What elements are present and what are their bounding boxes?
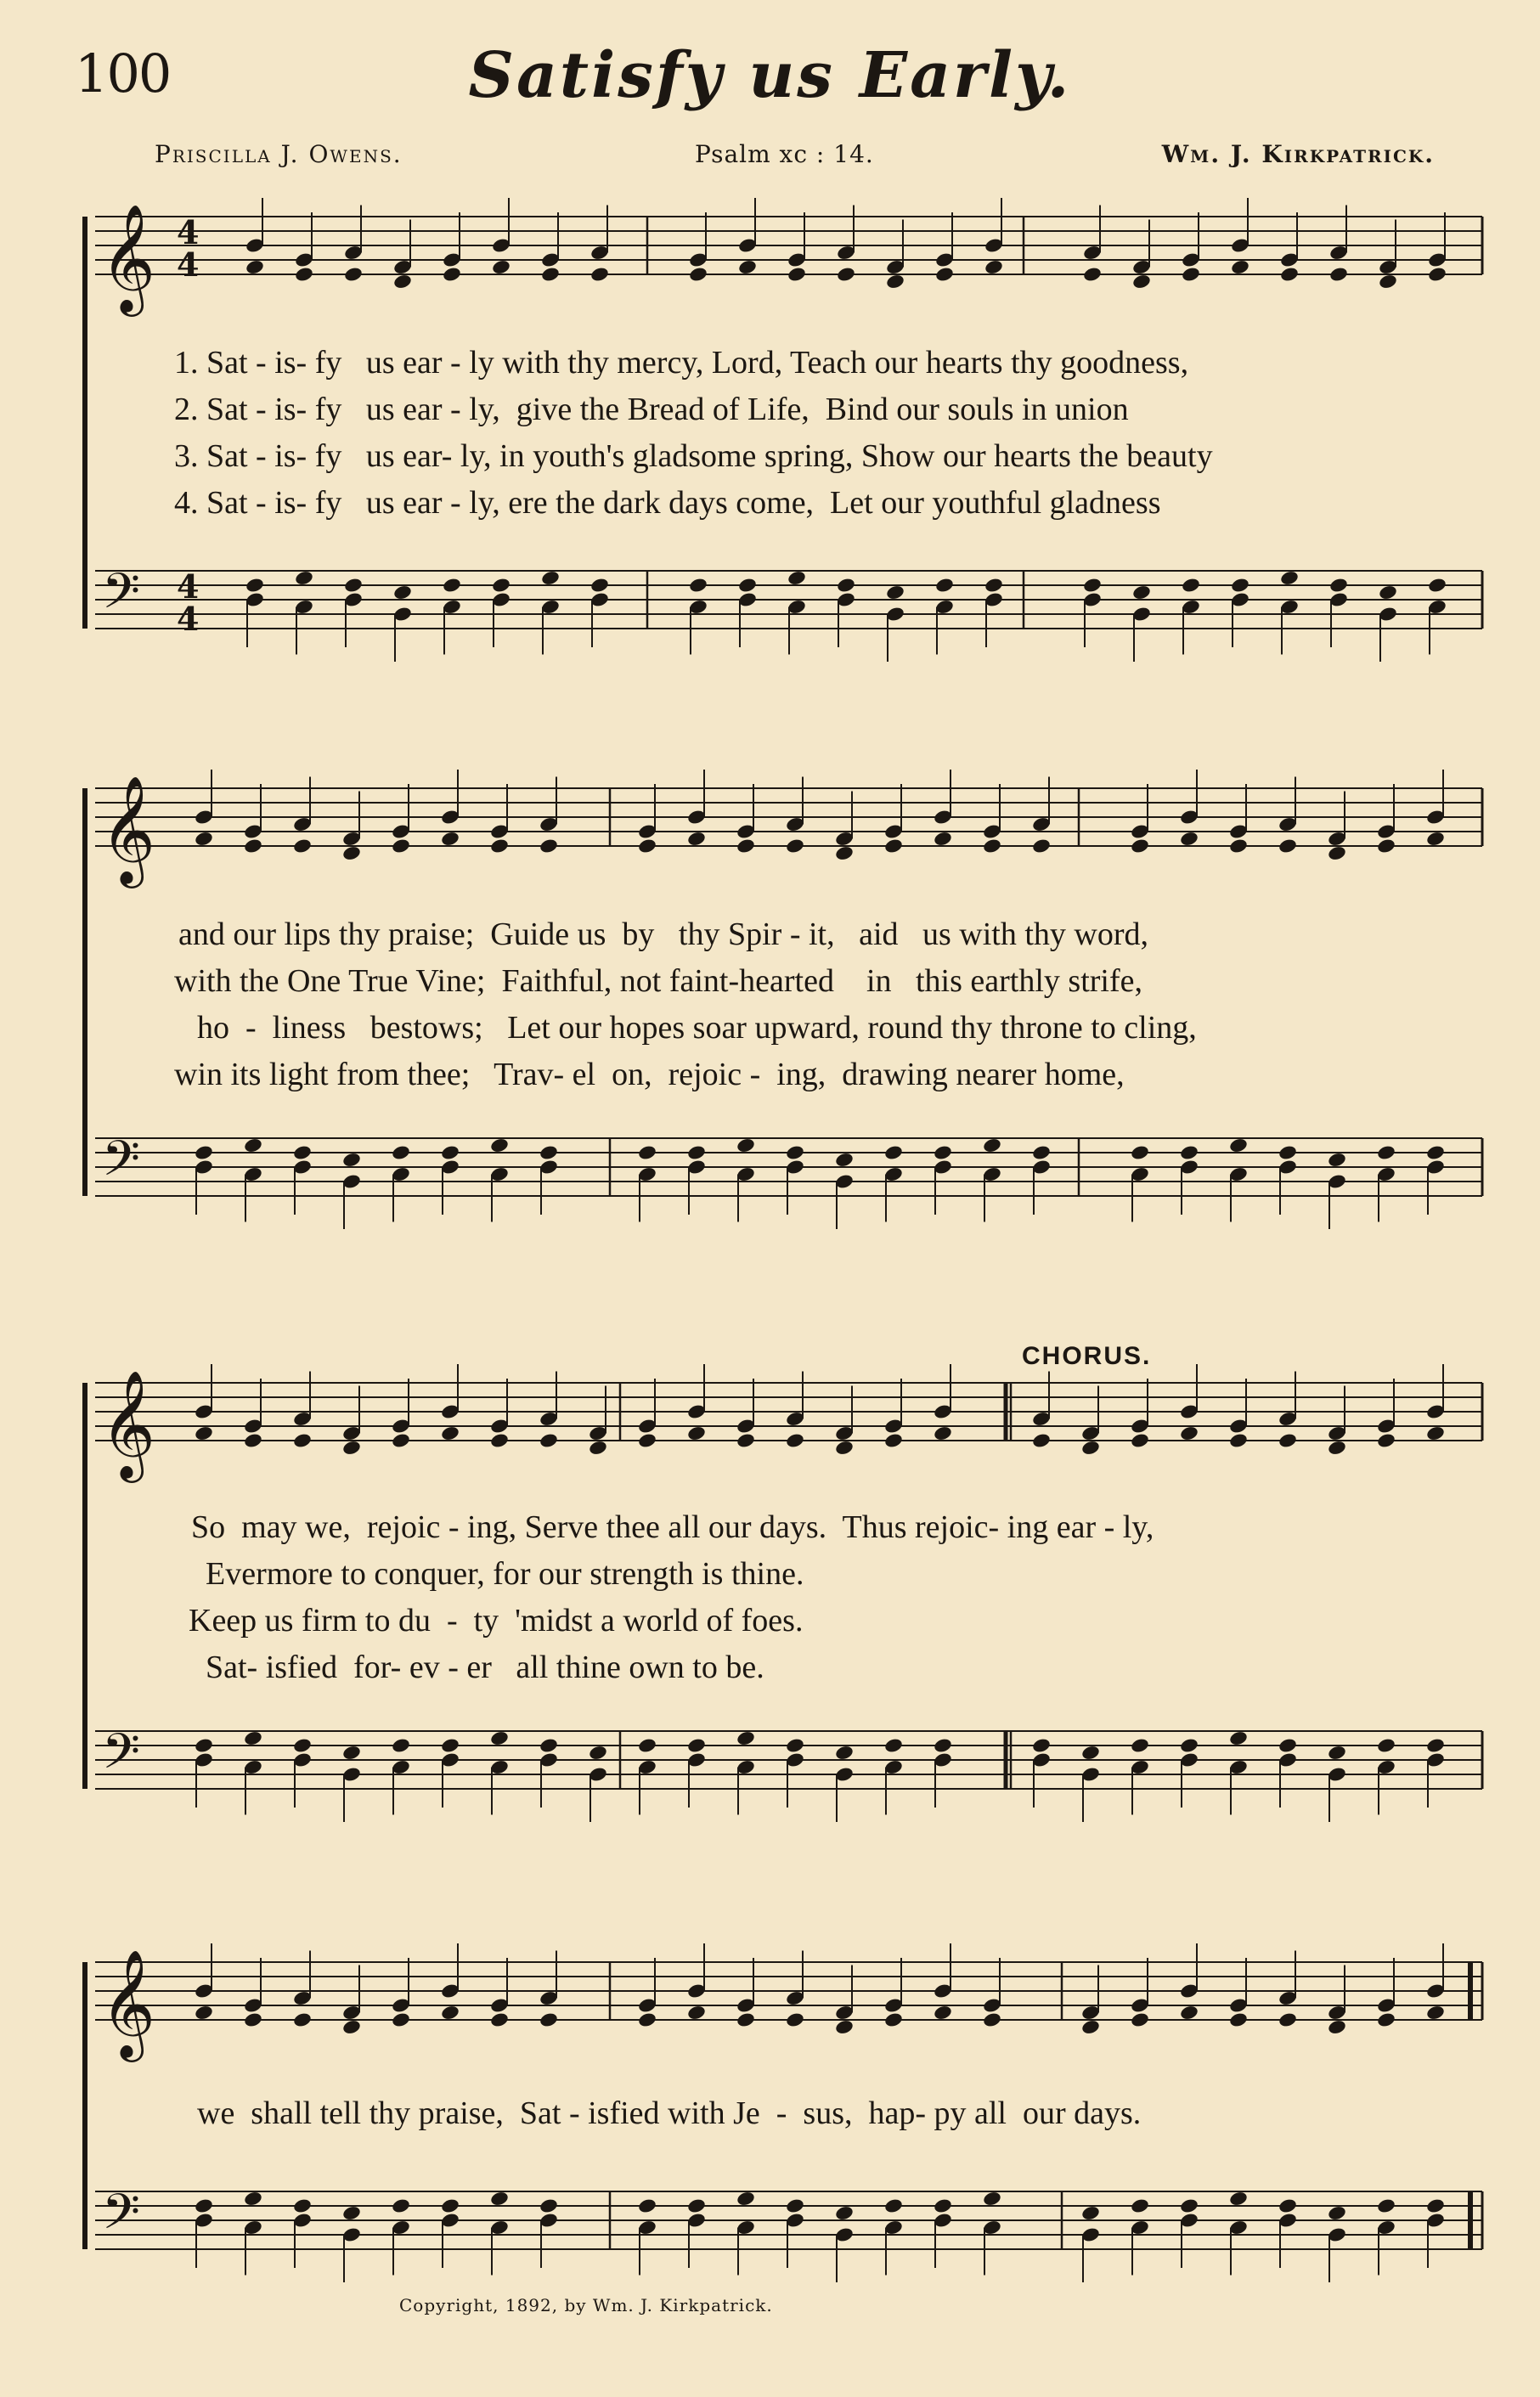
note-head bbox=[1425, 831, 1446, 848]
note-head bbox=[686, 2005, 707, 2022]
note-head bbox=[391, 2197, 411, 2214]
note-head bbox=[194, 1425, 214, 1442]
note-head bbox=[1031, 1432, 1052, 1449]
note-head bbox=[934, 577, 955, 594]
note-head bbox=[440, 2197, 460, 2214]
note-head bbox=[885, 274, 905, 290]
note-head bbox=[736, 1137, 756, 1154]
note-head bbox=[1278, 1432, 1298, 1449]
note-head bbox=[343, 577, 364, 594]
note-head bbox=[686, 2197, 707, 2214]
note-head bbox=[785, 1144, 805, 1161]
note-head bbox=[539, 1737, 559, 1754]
note-head bbox=[982, 2011, 1002, 2028]
chorus-label: CHORUS. bbox=[1022, 1342, 1152, 1370]
note-head bbox=[243, 2191, 263, 2208]
note-head bbox=[1130, 1737, 1150, 1754]
note-head bbox=[1228, 1432, 1249, 1449]
note-head bbox=[1425, 2005, 1446, 2022]
note-head bbox=[883, 2197, 904, 2214]
note-head bbox=[194, 1737, 214, 1754]
lyric-line: 4. Sat - is- fy us ear - ly, ere the dark days come, Let our youthful gladness bbox=[174, 485, 1161, 521]
note-head bbox=[883, 838, 904, 854]
note-head bbox=[836, 266, 856, 283]
credit-words-author: Priscilla J. Owens. bbox=[155, 140, 403, 168]
note-head bbox=[442, 266, 462, 283]
bass-clef: 𝄢 bbox=[102, 562, 141, 632]
note-head bbox=[243, 838, 263, 854]
note-head bbox=[686, 1425, 707, 1442]
note-head bbox=[489, 838, 510, 854]
note-head bbox=[1427, 266, 1447, 283]
lyric-line: we shall tell thy praise, Sat - isfied with Je - sus, hap- py all our days. bbox=[197, 2095, 1142, 2131]
note-head bbox=[292, 838, 313, 854]
note-head bbox=[440, 2005, 460, 2022]
note-head bbox=[341, 1440, 362, 1457]
note-head bbox=[1228, 838, 1249, 854]
treble-clef: 𝄞 bbox=[100, 1369, 156, 1478]
note-head bbox=[737, 259, 758, 276]
note-head bbox=[688, 577, 708, 594]
note-head bbox=[539, 2197, 559, 2214]
note-head bbox=[292, 1144, 313, 1161]
note-head bbox=[341, 2205, 362, 2222]
note-head bbox=[834, 2019, 855, 2036]
note-head bbox=[243, 1432, 263, 1449]
note-head bbox=[984, 259, 1004, 276]
note-head bbox=[539, 1144, 559, 1161]
note-head bbox=[1228, 2011, 1249, 2028]
note-head bbox=[787, 570, 807, 587]
note-head bbox=[245, 259, 265, 276]
note-head bbox=[883, 1144, 904, 1161]
note-head bbox=[1376, 1144, 1396, 1161]
note-head bbox=[1278, 1737, 1298, 1754]
note-head bbox=[1376, 2197, 1396, 2214]
note-head bbox=[885, 584, 905, 601]
note-head bbox=[1130, 2011, 1150, 2028]
note-head bbox=[491, 577, 511, 594]
note-head bbox=[1425, 1425, 1446, 1442]
lyric-line: Evermore to conquer, for our strength is thine. bbox=[206, 1556, 804, 1592]
note-head bbox=[243, 2011, 263, 2028]
lyric-line: and our lips thy praise; Guide us by thy Spir - it, aid us with thy word, bbox=[178, 916, 1149, 952]
lyric-line: with the One True Vine; Faithful, not faint-hearted in this earthly strife, bbox=[174, 963, 1142, 999]
note-head bbox=[637, 1144, 657, 1161]
note-head bbox=[933, 2005, 953, 2022]
note-head bbox=[1082, 577, 1103, 594]
note-head bbox=[1279, 266, 1300, 283]
note-head bbox=[1327, 2019, 1347, 2036]
lyric-line: Keep us firm to du - ty 'midst a world of foes. bbox=[189, 1603, 804, 1638]
note-head bbox=[933, 1737, 953, 1754]
note-head bbox=[1080, 1745, 1101, 1762]
note-head bbox=[540, 266, 561, 283]
note-head bbox=[341, 1745, 362, 1762]
note-head bbox=[489, 2191, 510, 2208]
note-head bbox=[440, 1144, 460, 1161]
note-head bbox=[1327, 845, 1347, 862]
note-head bbox=[1376, 838, 1396, 854]
note-head bbox=[785, 838, 805, 854]
note-head bbox=[787, 266, 807, 283]
note-head bbox=[984, 577, 1004, 594]
note-head bbox=[834, 2205, 855, 2222]
note-head bbox=[391, 838, 411, 854]
note-head bbox=[1230, 259, 1250, 276]
note-head bbox=[489, 1137, 510, 1154]
note-head bbox=[637, 1432, 657, 1449]
note-head bbox=[294, 266, 314, 283]
note-head bbox=[540, 570, 561, 587]
lyric-line: ho - liness bestows; Let our hopes soar upward, round thy throne to cling, bbox=[197, 1010, 1197, 1046]
note-head bbox=[637, 2197, 657, 2214]
note-head bbox=[1181, 577, 1201, 594]
note-head bbox=[440, 831, 460, 848]
note-head bbox=[194, 1144, 214, 1161]
note-head bbox=[1279, 570, 1300, 587]
note-head bbox=[442, 577, 462, 594]
note-head bbox=[1327, 1440, 1347, 1457]
note-head bbox=[1179, 831, 1199, 848]
note-head bbox=[834, 1152, 855, 1169]
note-head bbox=[1080, 2205, 1101, 2222]
note-head bbox=[1427, 577, 1447, 594]
note-head bbox=[1130, 838, 1150, 854]
note-head bbox=[1376, 1432, 1396, 1449]
note-head bbox=[1328, 577, 1349, 594]
note-head bbox=[588, 1440, 608, 1457]
note-head bbox=[883, 1432, 904, 1449]
page-number: 100 bbox=[75, 42, 171, 104]
note-head bbox=[1228, 2191, 1249, 2208]
note-head bbox=[539, 2011, 559, 2028]
note-head bbox=[489, 1730, 510, 1747]
note-head bbox=[933, 831, 953, 848]
note-head bbox=[1179, 1144, 1199, 1161]
note-head bbox=[933, 1425, 953, 1442]
note-head bbox=[341, 845, 362, 862]
note-head bbox=[686, 831, 707, 848]
note-head bbox=[785, 2011, 805, 2028]
note-head bbox=[836, 577, 856, 594]
note-head bbox=[1425, 1737, 1446, 1754]
note-head bbox=[392, 584, 413, 601]
treble-clef: 𝄞 bbox=[100, 775, 156, 883]
note-head bbox=[440, 1425, 460, 1442]
note-head bbox=[736, 2191, 756, 2208]
note-head bbox=[637, 838, 657, 854]
note-head bbox=[1230, 577, 1250, 594]
note-head bbox=[785, 1432, 805, 1449]
note-head bbox=[194, 2005, 214, 2022]
treble-clef: 𝄞 bbox=[100, 1949, 156, 2057]
note-head bbox=[588, 1745, 608, 1762]
lyric-line: So may we, rejoic - ing, Serve thee all our days. Thus rejoic- ing ear - ly, bbox=[191, 1509, 1154, 1545]
note-head bbox=[1228, 1137, 1249, 1154]
note-head bbox=[1378, 584, 1398, 601]
note-head bbox=[934, 266, 955, 283]
note-head bbox=[933, 2197, 953, 2214]
note-head bbox=[1278, 2197, 1298, 2214]
treble-clef: 𝄞 bbox=[100, 203, 156, 312]
note-head bbox=[1278, 838, 1298, 854]
note-head bbox=[343, 266, 364, 283]
note-head bbox=[688, 266, 708, 283]
note-head bbox=[1378, 274, 1398, 290]
note-head bbox=[1179, 2005, 1199, 2022]
note-head bbox=[1228, 1730, 1249, 1747]
lyric-line: 3. Sat - is- fy us ear- ly, in youth's gladsome spring, Show our hearts the beauty bbox=[174, 438, 1213, 474]
note-head bbox=[392, 274, 413, 290]
note-head bbox=[1327, 1152, 1347, 1169]
note-head bbox=[292, 2197, 313, 2214]
note-head bbox=[1181, 266, 1201, 283]
note-head bbox=[1130, 1144, 1150, 1161]
note-head bbox=[1130, 2197, 1150, 2214]
note-head bbox=[391, 1432, 411, 1449]
note-head bbox=[1031, 1144, 1052, 1161]
note-head bbox=[1327, 2205, 1347, 2222]
credit-music-composer: Wm. J. Kirkpatrick. bbox=[1161, 140, 1435, 168]
note-head bbox=[1031, 838, 1052, 854]
note-head bbox=[1031, 1737, 1052, 1754]
time-signature-top: 4 bbox=[177, 567, 200, 606]
note-head bbox=[292, 1737, 313, 1754]
note-head bbox=[391, 1737, 411, 1754]
note-head bbox=[391, 2011, 411, 2028]
note-head bbox=[982, 2191, 1002, 2208]
credit-scripture: Psalm xc : 14. bbox=[695, 140, 874, 168]
note-head bbox=[440, 1737, 460, 1754]
bass-clef: 𝄢 bbox=[102, 1723, 141, 1792]
note-head bbox=[341, 2019, 362, 2036]
note-head bbox=[737, 577, 758, 594]
note-head bbox=[294, 570, 314, 587]
note-head bbox=[194, 831, 214, 848]
hymn-title: Satisfy us Early. bbox=[468, 39, 1072, 112]
note-head bbox=[341, 1152, 362, 1169]
note-head bbox=[292, 1432, 313, 1449]
note-head bbox=[686, 1144, 707, 1161]
note-head bbox=[982, 1137, 1002, 1154]
lyric-line: 2. Sat - is- fy us ear - ly, give the Bread of Life, Bind our souls in union bbox=[174, 392, 1129, 427]
note-head bbox=[834, 1440, 855, 1457]
note-head bbox=[736, 838, 756, 854]
note-head bbox=[883, 2011, 904, 2028]
note-head bbox=[1131, 584, 1152, 601]
time-signature-bottom: 4 bbox=[177, 600, 200, 638]
note-head bbox=[834, 845, 855, 862]
note-head bbox=[1376, 1737, 1396, 1754]
note-head bbox=[1131, 274, 1152, 290]
time-signature-bottom: 4 bbox=[177, 245, 200, 284]
lyric-line: Sat- isfied for- ev - er all thine own to be. bbox=[206, 1650, 764, 1685]
note-head bbox=[736, 2011, 756, 2028]
note-head bbox=[834, 1745, 855, 1762]
note-head bbox=[736, 1730, 756, 1747]
note-head bbox=[736, 1432, 756, 1449]
note-head bbox=[1179, 1425, 1199, 1442]
note-head bbox=[637, 1737, 657, 1754]
note-head bbox=[245, 577, 265, 594]
note-head bbox=[489, 1432, 510, 1449]
note-head bbox=[194, 2197, 214, 2214]
note-head bbox=[982, 838, 1002, 854]
time-signature-top: 4 bbox=[177, 213, 200, 251]
note-head bbox=[883, 1737, 904, 1754]
note-head bbox=[1327, 1745, 1347, 1762]
note-head bbox=[589, 266, 610, 283]
note-head bbox=[539, 1432, 559, 1449]
note-head bbox=[1328, 266, 1349, 283]
note-head bbox=[1130, 1432, 1150, 1449]
note-head bbox=[1080, 2019, 1101, 2036]
note-head bbox=[1376, 2011, 1396, 2028]
note-head bbox=[785, 2197, 805, 2214]
note-head bbox=[1425, 2197, 1446, 2214]
note-head bbox=[491, 259, 511, 276]
note-head bbox=[1179, 2197, 1199, 2214]
note-head bbox=[391, 1144, 411, 1161]
lyric-line: 1. Sat - is- fy us ear - ly with thy mercy, Lord, Teach our hearts thy goodness, bbox=[174, 345, 1189, 381]
note-head bbox=[1082, 266, 1103, 283]
lyric-line: win its light from thee; Trav- el on, rejoic - ing, drawing nearer home, bbox=[174, 1057, 1125, 1092]
note-head bbox=[1278, 2011, 1298, 2028]
note-head bbox=[539, 838, 559, 854]
note-head bbox=[933, 1144, 953, 1161]
note-head bbox=[589, 577, 610, 594]
note-head bbox=[489, 2011, 510, 2028]
bass-clef: 𝄢 bbox=[102, 2183, 141, 2253]
note-head bbox=[1425, 1144, 1446, 1161]
note-head bbox=[785, 1737, 805, 1754]
bass-clef: 𝄢 bbox=[102, 1130, 141, 1199]
note-head bbox=[637, 2011, 657, 2028]
copyright-notice: Copyright, 1892, by Wm. J. Kirkpatrick. bbox=[399, 2295, 773, 2315]
note-head bbox=[243, 1730, 263, 1747]
note-head bbox=[686, 1737, 707, 1754]
note-head bbox=[1179, 1737, 1199, 1754]
note-head bbox=[292, 2011, 313, 2028]
note-head bbox=[1278, 1144, 1298, 1161]
note-head bbox=[243, 1137, 263, 1154]
note-head bbox=[1080, 1440, 1101, 1457]
